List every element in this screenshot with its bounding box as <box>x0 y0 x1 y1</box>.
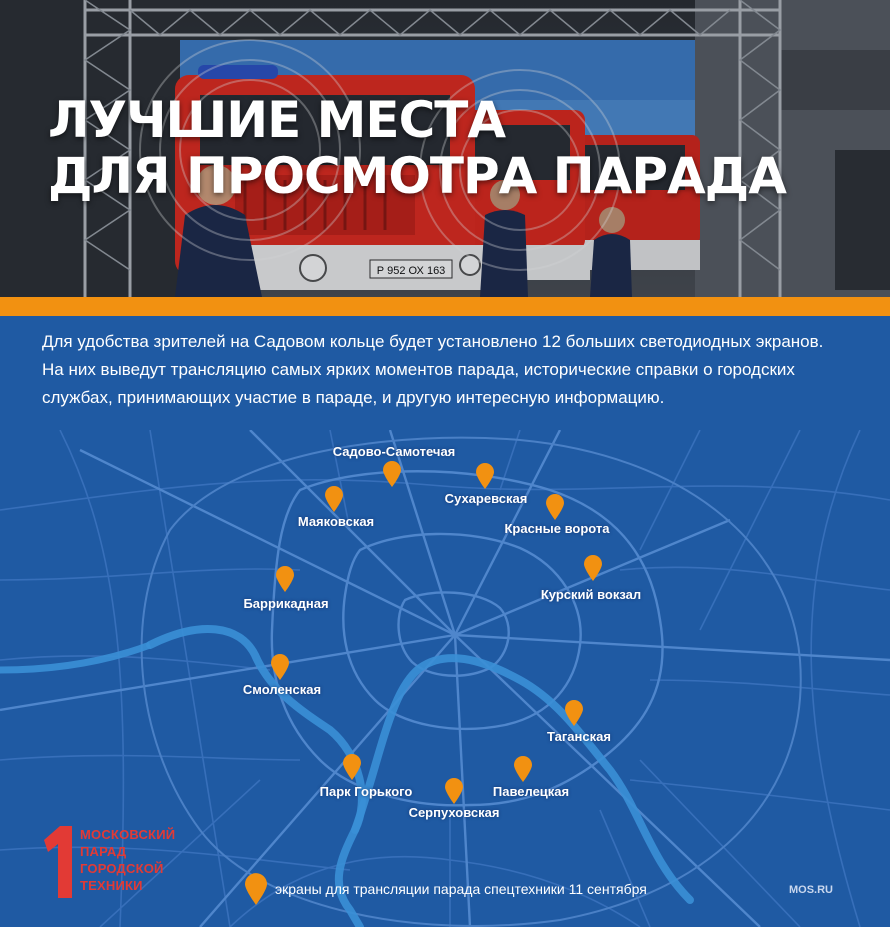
logo-line-1: МОСКОВСКИЙ <box>80 827 176 842</box>
map-marker-krasnye-vorota[interactable] <box>546 494 564 520</box>
station-label: Смоленская <box>242 682 322 697</box>
logo-text <box>80 826 175 894</box>
logo-line-2: ПАРАД <box>80 844 127 859</box>
logo-line-3: ГОРОДСКОЙ <box>80 861 164 876</box>
map-marker-kursky-vokzal[interactable] <box>584 555 602 581</box>
accent-strip <box>0 297 890 316</box>
map-marker-taganskaya[interactable] <box>565 700 583 726</box>
station-label: Красные ворота <box>504 521 610 536</box>
page-title <box>48 92 786 204</box>
station-label: Серпуховская <box>408 805 500 820</box>
site-link[interactable]: MOS.RU <box>789 884 833 896</box>
intro-text: Для удобства зрителей на Садовом кольце будет установлено 12 больших светодиодных экранов. На них выведут трансляцию самых ярких моментов парада, исторические справки о городских службах, принимающих участие в параде, и другую интересную информацию. <box>42 332 824 407</box>
station-label: Таганская <box>547 729 611 744</box>
map-marker-sadovo-samotechaya[interactable] <box>383 461 401 487</box>
map-pin-icon <box>245 872 267 906</box>
map-marker-smolenskaya[interactable] <box>271 654 289 680</box>
map-marker-barrikadnaya[interactable] <box>276 566 294 592</box>
map-marker-sukharevskaya[interactable] <box>476 463 494 489</box>
number-one-icon <box>40 826 74 898</box>
title-line-1: ЛУЧШИЕ МЕСТА <box>48 91 506 149</box>
station-label: Парк Горького <box>319 784 413 799</box>
map-marker-serpukhovskaya[interactable] <box>445 778 463 804</box>
station-label: Курский вокзал <box>540 587 642 602</box>
station-label: Маяковская <box>297 514 375 529</box>
logo-line-4: ТЕХНИКИ <box>80 878 143 893</box>
title-line-2: ДЛЯ ПРОСМОТРА ПАРАДА <box>48 147 786 205</box>
parade-logo <box>40 826 190 904</box>
station-label: Павелецкая <box>492 784 570 799</box>
hero-photo <box>0 0 890 297</box>
map-marker-park-gorkogo[interactable] <box>343 754 361 780</box>
map-marker-mayakovskaya[interactable] <box>325 486 343 512</box>
station-label: Садово-Самотечая <box>332 444 456 459</box>
station-label: Сухаревская <box>444 491 528 506</box>
legend-text: экраны для трансляции парада спецтехники 11 сентября <box>275 881 647 897</box>
map-marker-paveletskaya[interactable] <box>514 756 532 782</box>
station-label: Баррикадная <box>243 596 329 611</box>
